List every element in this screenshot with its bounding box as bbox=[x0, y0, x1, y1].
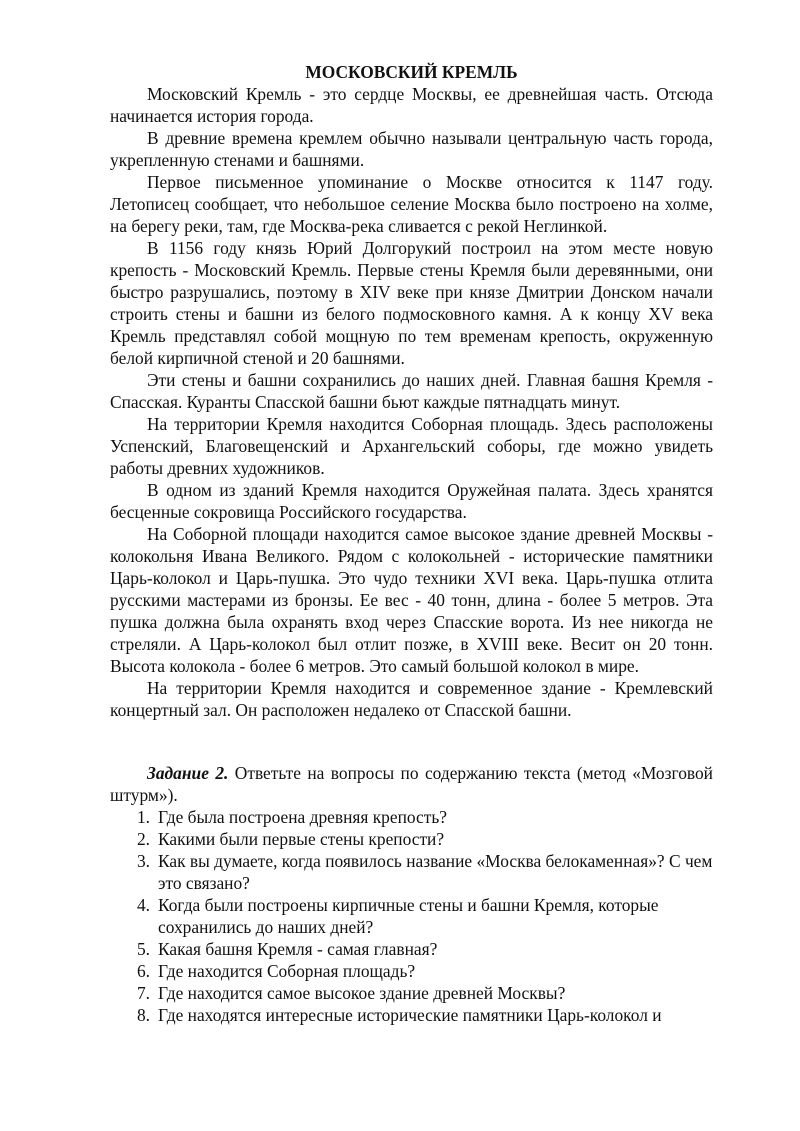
task-label: Задание 2. bbox=[147, 763, 229, 783]
question-item bbox=[110, 828, 713, 850]
question-item bbox=[110, 894, 713, 938]
question-item bbox=[110, 982, 713, 1004]
question-text: Где находятся интересные исторические памятники Царь-колокол и bbox=[158, 1005, 662, 1025]
question-number: 6. bbox=[136, 961, 150, 981]
paragraph-concert-hall: На территории Кремля находится и современное здание - Кремлевский концертный зал. Он расположен недалеко от Спасской башни. bbox=[110, 678, 713, 720]
question-text: Где находится самое высокое здание древней Москвы? bbox=[158, 983, 566, 1003]
paragraph-founding: В 1156 году князь Юрий Долгорукий построил на этом месте новую крепость - Московский Кремль. Первые стены Кремля были деревянными, они быстро разрушались, поэтому в XIV веке при князе Дмитрии Донском начали строить стены и башни из белого подмосковного камня. А к концу XV века Кремль представлял собой мощную по тем временам крепость, окруженную белой кирпичной стеной и 20 башнями. bbox=[110, 238, 713, 368]
task-instruction: Ответьте на вопросы по содержанию текста (метод «Мозговой штурм»). bbox=[110, 763, 713, 805]
question-number: 1. bbox=[136, 807, 150, 827]
question-number: 3. bbox=[136, 851, 150, 871]
question-item bbox=[110, 806, 713, 828]
question-text: Как вы думаете, когда появилось название «Москва белокаменная»? С чем это связано? bbox=[158, 851, 713, 893]
question-number: 5. bbox=[136, 939, 150, 959]
paragraph-tsar-bell-cannon: На Соборной площади находится самое высокое здание древней Москвы - колокольня Ивана Великого. Рядом с колокольней - исторические памятники Царь-колокол и Царь-пушка. Это чудо техники XVI века. Царь-пушка отлита русскими мастерами из бронзы. Ее вес - 40 тонн, длина - более 5 метров. Эта пушка должна была охранять вход через Спасские ворота. Из нее никогда не стреляли. А Царь-колокол был отлит позже, в XVIII веке. Весит он 20 тонн. Высота колокола - более 6 метров. Это самый большой колокол в мире. bbox=[110, 524, 713, 676]
paragraph-intro: Московский Кремль - это сердце Москвы, ее древнейшая часть. Отсюда начинается история города. bbox=[110, 84, 713, 126]
paragraph-armoury: В одном из зданий Кремля находится Оружейная палата. Здесь хранятся бесценные сокровища Российского государства. bbox=[110, 480, 713, 522]
question-text: Какая башня Кремля - самая главная? bbox=[158, 939, 438, 959]
paragraph-spasskaya-tower: Эти стены и башни сохранились до наших дней. Главная башня Кремля - Спасская. Куранты Спасской башни бьют каждые пятнадцать минут. bbox=[110, 370, 713, 412]
question-text: Где была построена древняя крепость? bbox=[158, 807, 447, 827]
question-item bbox=[110, 960, 713, 982]
question-number: 8. bbox=[136, 1005, 150, 1025]
document-page bbox=[110, 61, 713, 1026]
paragraph-cathedral-square: На территории Кремля находится Соборная площадь. Здесь расположены Успенский, Благовещенский и Архангельский соборы, где можно увидеть работы древних художников. bbox=[110, 414, 713, 478]
question-text: Какими были первые стены крепости? bbox=[158, 829, 445, 849]
question-text: Когда были построены кирпичные стены и башни Кремля, которые сохранились до наших дней? bbox=[158, 895, 659, 937]
question-item bbox=[110, 1004, 713, 1026]
question-list bbox=[110, 806, 713, 1026]
question-item bbox=[110, 938, 713, 960]
question-text: Где находится Соборная площадь? bbox=[158, 961, 416, 981]
paragraph-first-mention: Первое письменное упоминание о Москве относится к 1147 году. Летописец сообщает, что небольшое селение Москва было построено на холме, на берегу реки, там, где Москва-река сливается с рекой Неглинкой. bbox=[110, 172, 713, 236]
question-number: 4. bbox=[136, 895, 150, 915]
paragraph-kremlin-definition: В древние времена кремлем обычно называли центральную часть города, укрепленную стенами и башнями. bbox=[110, 128, 713, 170]
task-heading bbox=[110, 762, 713, 806]
question-item bbox=[110, 850, 713, 894]
question-number: 7. bbox=[136, 983, 150, 1003]
question-number: 2. bbox=[136, 829, 150, 849]
document-title: МОСКОВСКИЙ КРЕМЛЬ bbox=[305, 62, 518, 82]
